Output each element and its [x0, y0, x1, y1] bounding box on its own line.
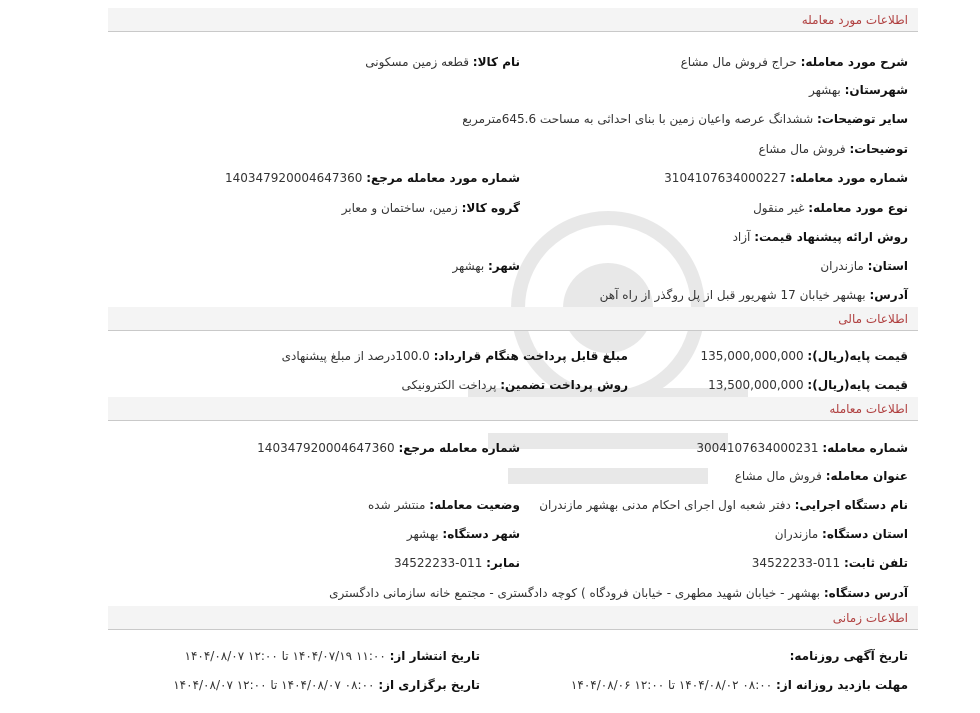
goods-name-field	[365, 52, 520, 72]
transaction-status-value: منتشر شده	[367, 498, 426, 512]
county-value: بهشهر	[809, 83, 841, 97]
agency-city-field	[407, 524, 520, 544]
visit-deadline-label: مهلت بازدید روزانه از:	[776, 678, 908, 692]
payable-amount-value: 100.0درصد از مبلغ پیشنهادی	[281, 349, 430, 363]
guarantee-method-value: پرداخت الکترونیکی	[401, 378, 497, 392]
county-label: شهرستان:	[844, 83, 908, 97]
visit-deadline-value: ۰۸:۰۰ ۱۴۰۴/۰۸/۰۲ تا ۱۲:۰۰ ۱۴۰۴/۰۸/۰۶	[570, 678, 773, 692]
transaction-title-field	[735, 466, 908, 486]
fax-label: نمابر:	[486, 556, 520, 570]
phone-label: تلفن ثابت:	[843, 556, 908, 570]
base-price-field	[701, 346, 908, 366]
visit-deadline-field	[571, 675, 908, 695]
other-description-label: سایر توضیحات:	[817, 112, 908, 126]
transaction-status-label: وضعیت معامله:	[429, 498, 520, 512]
city-label: شهر:	[488, 259, 520, 273]
transaction-title-value: فروش مال مشاع	[734, 469, 822, 483]
executive-agency-field	[539, 495, 908, 515]
agency-city-value: بهشهر	[406, 527, 439, 541]
province-label: استان:	[867, 259, 908, 273]
deal-description-label: شرح مورد معامله:	[800, 55, 908, 69]
deal-type-field	[753, 198, 908, 218]
fax-value: 011-34522233	[394, 556, 483, 570]
transaction-status-field	[368, 495, 520, 515]
publish-date-value: ۱۱:۰۰ ۱۴۰۴/۰۷/۱۹ تا ۱۲:۰۰ ۱۴۰۴/۰۸/۰۷	[184, 649, 386, 663]
transaction-reference-value: 140347920004647360	[257, 441, 395, 455]
payable-amount-label: مبلغ قابل پرداخت هنگام قرارداد:	[433, 349, 628, 363]
deal-number-label: شماره مورد معامله:	[790, 171, 908, 185]
agency-province-value: مازندران	[774, 527, 819, 541]
transaction-number-value: 3004107634000231	[696, 441, 819, 455]
agency-address-label: آدرس دستگاه:	[823, 586, 908, 600]
hold-date-field	[173, 675, 480, 695]
address-value: بهشهر خیابان 17 شهریور قبل از پل روگذر از راه آهن	[599, 288, 866, 302]
agency-city-label: شهر دستگاه:	[442, 527, 520, 541]
executive-agency-label: نام دستگاه اجرایی:	[794, 498, 908, 512]
city-field	[452, 256, 520, 276]
newspaper-date-field	[790, 646, 908, 666]
transaction-number-label: شماره معامله:	[822, 441, 908, 455]
deal-description-field	[681, 52, 908, 72]
base-price-value: 135,000,000,000	[700, 349, 804, 363]
transaction-reference-field	[257, 438, 520, 458]
guarantee-method-field	[402, 375, 628, 395]
deal-details-panel	[108, 8, 918, 713]
publish-date-field	[185, 646, 480, 666]
payable-amount-field	[282, 346, 628, 366]
goods-name-value: قطعه زمین مسکونی	[365, 55, 469, 69]
other-description-field	[462, 109, 908, 129]
section-title-deal-info: اطلاعات مورد معامله	[108, 8, 918, 32]
deal-type-value: غیر منقول	[753, 201, 805, 215]
goods-group-field	[342, 198, 520, 218]
guarantee-method-label: روش پرداخت تضمین:	[500, 378, 628, 392]
province-field	[820, 256, 908, 276]
hold-date-label: تاریخ برگزاری از:	[378, 678, 480, 692]
transaction-reference-label: شماره معامله مرجع:	[398, 441, 520, 455]
hold-date-value: ۰۸:۰۰ ۱۴۰۴/۰۸/۰۷ تا ۱۲:۰۰ ۱۴۰۴/۰۸/۰۷	[173, 678, 375, 692]
agency-province-field	[775, 524, 908, 544]
section-title-financial: اطلاعات مالی	[108, 307, 918, 331]
price-method-value: آزاد	[732, 230, 751, 244]
fax-field	[394, 553, 520, 573]
phone-value: 011-34522233	[751, 556, 841, 570]
base-price-label: قیمت پایه(ریال):	[807, 349, 908, 363]
transaction-number-field	[696, 438, 908, 458]
phone-field	[752, 553, 908, 573]
address-field	[600, 285, 908, 305]
agency-address-value: بهشهر - خیابان شهید مطهری - خیابان فرودگاه ) کوچه دادگستری - مجتمع خانه سازمانی دادگستری	[329, 586, 821, 600]
agency-address-field	[329, 583, 908, 603]
price-method-label: روش ارائه پیشنهاد قیمت:	[754, 230, 908, 244]
goods-group-value: زمین، ساختمان و معابر	[341, 201, 458, 215]
county-field	[809, 80, 908, 100]
executive-agency-value: دفتر شعبه اول اجرای احکام مدنی بهشهر مازندران	[539, 498, 791, 512]
address-label: آدرس:	[869, 288, 908, 302]
reference-number-label: شماره مورد معامله مرجع:	[366, 171, 520, 185]
city-value: بهشهر	[452, 259, 485, 273]
notes-field	[758, 139, 908, 159]
reference-number-value: 140347920004647360	[224, 171, 363, 185]
guarantee-price-value: 13,500,000,000	[708, 378, 804, 392]
notes-value: فروش مال مشاع	[758, 142, 846, 156]
price-method-field	[733, 227, 908, 247]
transaction-title-label: عنوان معامله:	[825, 469, 908, 483]
deal-number-field	[664, 168, 908, 188]
guarantee-price-field	[708, 375, 908, 395]
deal-type-label: نوع مورد معامله:	[808, 201, 908, 215]
publish-date-label: تاریخ انتشار از:	[389, 649, 480, 663]
goods-name-label: نام کالا:	[472, 55, 520, 69]
agency-province-label: استان دستگاه:	[822, 527, 908, 541]
province-value: مازندران	[820, 259, 864, 273]
other-description-value: ششدانگ عرصه واعیان زمین با بنای احداثی به مساحت 645.6مترمربع	[462, 112, 814, 126]
section-title-transaction: اطلاعات معامله	[108, 397, 918, 421]
goods-group-label: گروه کالا:	[461, 201, 520, 215]
newspaper-date-label: تاریخ آگهی روزنامه:	[789, 649, 908, 663]
section-title-timing: اطلاعات زمانی	[108, 606, 918, 630]
reference-number-field	[225, 168, 520, 188]
deal-number-value: 3104107634000227	[664, 171, 787, 185]
guarantee-price-label: قیمت پایه(ریال):	[807, 378, 908, 392]
notes-label: توضیحات:	[849, 142, 908, 156]
deal-description-value: حراج فروش مال مشاع	[680, 55, 797, 69]
